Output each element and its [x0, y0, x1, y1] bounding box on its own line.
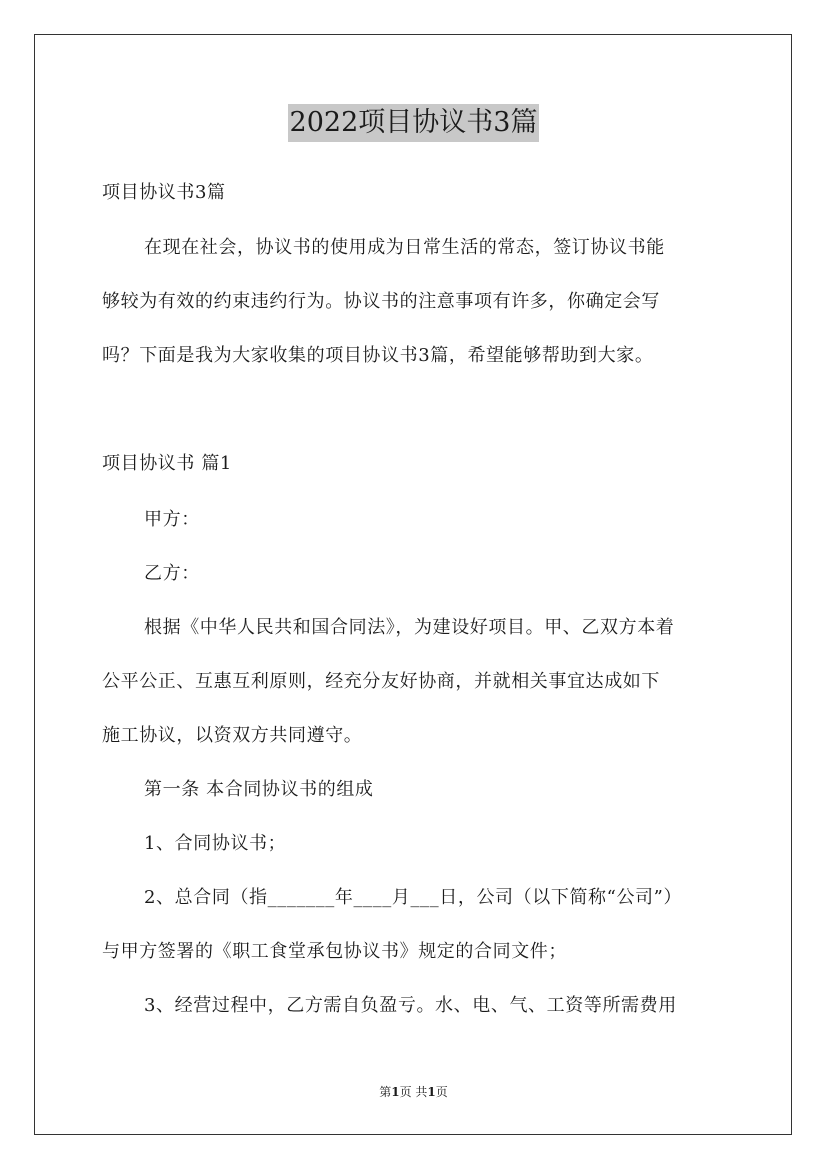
subtitle-line: 项目协议书3篇	[102, 182, 226, 203]
list-item: 1、合同协议书；	[144, 833, 287, 854]
paragraph-line: 公平公正、互惠互利原则，经充分友好协商，并就相关事宜达成如下	[102, 671, 660, 692]
paragraph-line: 与甲方签署的《职工食堂承包协议书》规定的合同文件；	[102, 941, 567, 962]
document-title: 2022项目协议书3篇	[288, 104, 540, 142]
footer-prefix: 第	[379, 1085, 392, 1099]
list-item: 3、经营过程中，乙方需自负盈亏。水、电、气、工资等所需费用	[144, 995, 677, 1016]
paragraph-line: 根据《中华人民共和国合同法》，为建设好项目。甲、乙双方本着	[144, 617, 675, 638]
footer-total-pages: 1	[427, 1085, 436, 1099]
party-b-line: 乙方：	[144, 563, 200, 584]
footer-page-number: 1	[391, 1085, 400, 1099]
paragraph-line: 够较为有效的约束违约行为。协议书的注意事项有许多，你确定会写	[102, 291, 660, 312]
list-item: 2、总合同（指_______年____月___日，公司（以下简称“公司”）	[144, 887, 683, 908]
paragraph-line: 在现在社会，协议书的使用成为日常生活的常态，签订协议书能	[144, 237, 665, 258]
footer-middle: 页 共	[399, 1085, 428, 1099]
footer-suffix: 页	[435, 1085, 448, 1099]
paragraph-line: 吗？下面是我为大家收集的项目协议书3篇，希望能够帮助到大家。	[102, 345, 654, 366]
page-footer	[0, 1084, 827, 1100]
article-heading: 第一条 本合同协议书的组成	[144, 779, 374, 800]
paragraph-line: 施工协议，以资双方共同遵守。	[102, 725, 363, 746]
title-container	[0, 104, 827, 142]
section-heading: 项目协议书 篇1	[102, 453, 232, 474]
party-a-line: 甲方：	[144, 509, 200, 530]
